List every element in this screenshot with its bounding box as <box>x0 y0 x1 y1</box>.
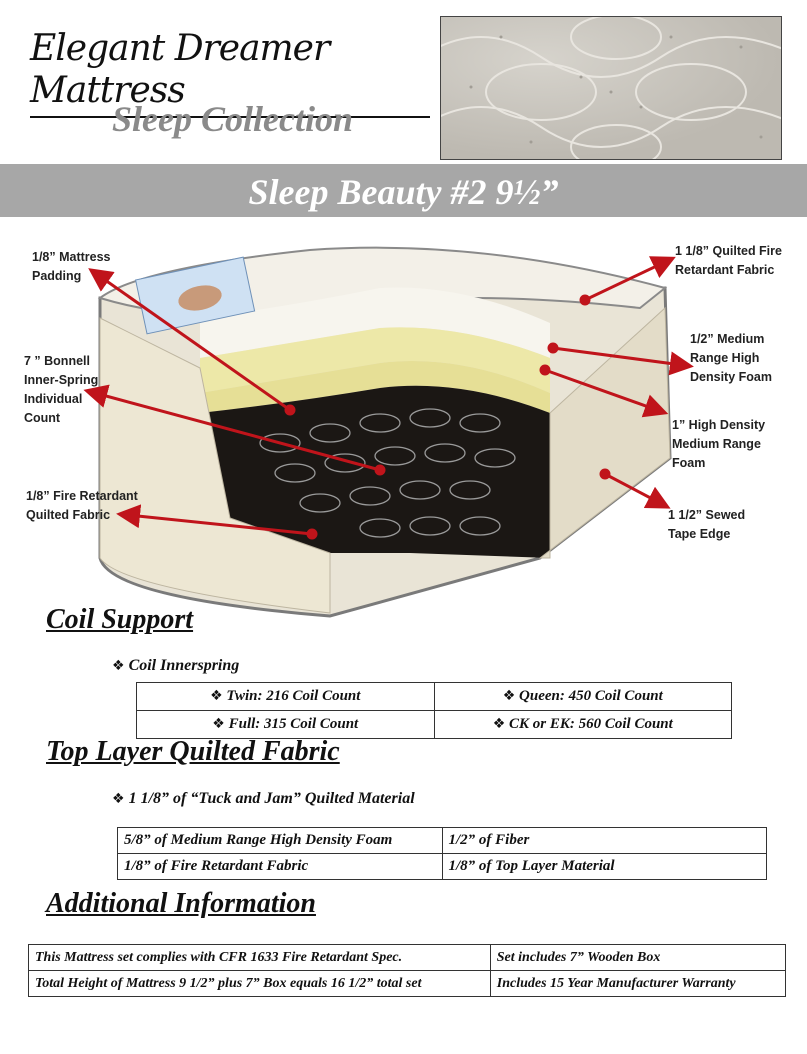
callout-fire-retardant-fabric: 1/8” Fire Retardant Quilted Fabric <box>26 489 138 522</box>
top-layer-bullet-label: 1 1/8” of “Tuck and Jam” Quilted Material <box>128 790 415 807</box>
diamond-bullet-icon: ❖ <box>502 688 516 704</box>
table-cell <box>434 683 732 711</box>
coil-innerspring-label: Coil Innerspring <box>128 657 240 674</box>
coil-count-table <box>136 682 732 739</box>
table-row <box>137 711 732 739</box>
diamond-bullet-icon: ❖ <box>212 716 225 732</box>
brand-logo-text: Elegant Dreamer Mattress <box>30 28 430 118</box>
additional-info-table <box>28 944 786 997</box>
coil-full: Full: 315 Coil Count <box>228 716 359 732</box>
table-cell: Set includes 7” Wooden Box <box>490 945 785 971</box>
additional-info-heading: Additional Information <box>46 888 316 919</box>
callout-quilted-fire-fabric: 1 1/8” Quilted Fire Retardant Fabric <box>675 244 782 277</box>
table-cell: Total Height of Mattress 9 1/2” plus 7” Box equals 16 1/2” total set <box>29 971 491 997</box>
collection-title: Sleep Collection <box>112 99 353 139</box>
coil-support-heading: Coil Support <box>46 604 194 635</box>
table-row <box>137 683 732 711</box>
top-layer-heading: Top Layer Quilted Fabric <box>46 736 340 767</box>
table-row <box>118 828 767 854</box>
coil-twin: Twin: 216 Coil Count <box>226 688 361 704</box>
table-cell: 1/8” of Fire Retardant Fabric <box>118 854 443 880</box>
top-layer-table <box>117 827 767 880</box>
table-cell: 5/8” of Medium Range High Density Foam <box>118 828 443 854</box>
coil-ck-ek: CK or EK: 560 Coil Count <box>509 716 673 732</box>
coil-queen: Queen: 450 Coil Count <box>519 688 663 704</box>
table-cell: This Mattress set complies with CFR 1633 Fire Retardant Spec. <box>29 945 491 971</box>
callout-high-density-foam: 1” High Density Medium Range Foam <box>672 418 766 470</box>
coil-innerspring-bullet <box>112 657 239 675</box>
diamond-bullet-icon: ❖ <box>210 688 223 704</box>
product-title: Sleep Beauty #2 9½” <box>248 172 559 212</box>
diamond-bullet-icon: ❖ <box>492 716 506 732</box>
table-row <box>29 945 786 971</box>
table-cell <box>137 711 435 739</box>
table-row <box>29 971 786 997</box>
diamond-bullet-icon: ❖ <box>112 791 125 807</box>
table-cell <box>434 711 732 739</box>
callout-mattress-padding: 1/8” Mattress Padding <box>32 250 111 283</box>
table-cell <box>137 683 435 711</box>
top-layer-bullet <box>112 790 415 808</box>
callout-bonnell-spring: 7 ” Bonnell Inner-Spring Individual Count <box>24 354 99 425</box>
callout-medium-foam: 1/2” Medium Range High Density Foam <box>690 332 772 384</box>
table-cell: Includes 15 Year Manufacturer Warranty <box>490 971 785 997</box>
callout-tape-edge: 1 1/2” Sewed Tape Edge <box>668 508 746 541</box>
table-row <box>118 854 767 880</box>
table-cell: 1/8” of Top Layer Material <box>442 854 767 880</box>
diamond-bullet-icon: ❖ <box>112 658 125 674</box>
table-cell: 1/2” of Fiber <box>442 828 767 854</box>
